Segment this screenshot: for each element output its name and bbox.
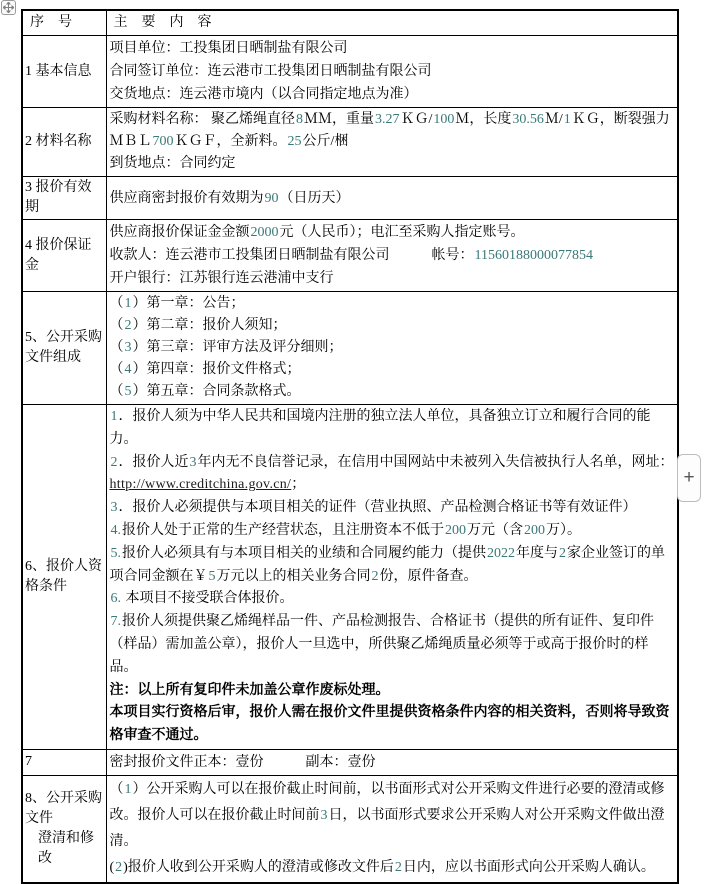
row-6-item-2-suffix: ；	[291, 477, 306, 493]
table-row-basic-info	[22, 36, 678, 108]
row-4-label: 4 报价保证金	[22, 220, 106, 292]
table-row-material-name	[22, 108, 678, 177]
row-5-line-2: （2）第二章：报价人须知；	[109, 318, 287, 333]
table-row-quote-validity	[22, 177, 678, 220]
creditchina-link[interactable]: http://www.creditchina.gov.cn/	[109, 477, 292, 493]
row-1-line-3: 交货地点：连云港市境内（以合同指定地点为准）	[109, 87, 418, 102]
row-6-label: 6、报价人资格条件	[22, 405, 106, 750]
row-1-label: 1 基本信息	[22, 36, 106, 108]
row-6-note-post-review: 本项目实行资格后审，报价人需在报价文件里提供资格条件内容的相关资料，否则将导致资格审查不通过。	[109, 705, 670, 744]
row-6-item-2-text: 2．报价人近3年内无不良信誉记录，在信用中国网站中未被列入失信被执行人名单，网址：	[110, 454, 674, 470]
row-2-label: 2 材料名称	[22, 108, 106, 177]
row-2-line-1: 采购材料名称： 聚乙烯绳直径8ＭＭ，重量3.27ＫＧ/100Ｍ，长度30.56Ｍ/1ＫＧ，断裂强力ＭＢＬ700ＫＧＦ，全新料。25公斤/梱	[109, 112, 670, 149]
row-5-line-5: （5）第五章：合同条款格式。	[109, 384, 301, 399]
row-1-line-2: 合同签订单位：连云港市工投集团日晒制盐有限公司	[109, 64, 432, 79]
row-6-item-6: 6. 本项目不接受联合体报价。	[110, 591, 294, 607]
row-8-line-1: （1）公开采购人可以在报价截止时间前，以书面形式对公开采购文件进行必要的澄清或修改。报价人可以在报价截止时间前3日，以书面形式要求公开采购人对公开采购文件做出澄清。	[109, 781, 665, 849]
row-7-line-1: 密封报价文件正本：壹份 副本：壹份	[109, 754, 376, 770]
table-row-document-composition	[22, 292, 678, 405]
table-move-handle[interactable]	[1, 0, 16, 15]
row-4-line-2: 收款人：连云港市工投集团日晒制盐有限公司 帐号：11560188000077854	[109, 248, 593, 263]
table-header-row	[22, 10, 678, 36]
row-6-item-4: 4.报价人处于正常的生产经营状态，且注册资本不低于200万元（含200万）。	[110, 522, 581, 538]
row-4-line-3: 开户银行：江苏银行连云港浦中支行	[109, 271, 334, 286]
row-6-item-2	[110, 452, 676, 498]
table-row-document-copies	[22, 749, 678, 775]
row-8-label-line-2: 澄清和修改	[38, 830, 94, 866]
row-4-line-1: 供应商报价保证金金额2000元（人民币）；电汇至采购人指定账号。	[109, 225, 525, 240]
row-5-label: 5、公开采购文件组成	[22, 292, 106, 405]
move-cross-arrows-icon	[3, 2, 14, 13]
row-8-label-line-1: 8、公开采购文件	[25, 790, 102, 826]
row-6-note-stamp: 注：以上所有复印件未加盖公章作废标处理。	[109, 682, 390, 698]
row-6-item-5: 5.报价人必须具有与本项目相关的业绩和合同履约能力（提供2022年度与2家企业签订的单项合同金额在￥5万元以上的相关业务合同2份，原件备查。	[109, 545, 665, 584]
row-8-label	[22, 775, 106, 883]
header-col-no: 序 号	[22, 10, 106, 36]
row-2-line-2: 到货地点：合同约定	[109, 156, 236, 171]
row-5-line-1: （1）第一章：公告；	[109, 296, 245, 311]
table-row-quote-deposit	[22, 220, 678, 292]
row-6-item-3: 3．报价人必须提供与本项目相关的证件（营业执照、产品检测合格证书等有效证件）	[110, 500, 637, 516]
table-row-clarification-modification	[22, 775, 678, 883]
table-row-bidder-qualifications	[22, 405, 678, 750]
row-7-label: 7	[22, 749, 106, 775]
row-5-line-4: （4）第四章：报价文件格式；	[109, 362, 301, 377]
plus-icon: +	[683, 467, 695, 488]
row-3-line-1: 供应商密封报价有效期为90（日历天）	[109, 190, 350, 206]
row-6-item-1: 1．报价人须为中华人民共和国境内注册的独立法人单位，具备独立订立和履行合同的能力。	[109, 409, 651, 447]
row-1-line-1: 项目单位：工投集团日晒制盐有限公司	[109, 41, 348, 56]
header-col-content: 主 要 内 容	[106, 10, 678, 36]
insert-button[interactable]	[677, 454, 701, 502]
row-5-line-3: （3）第三章：评审方法及评分细则；	[109, 340, 343, 355]
procurement-info-table	[21, 9, 679, 884]
row-6-item-7: 7.报价人须提供聚乙烯绳样品一件、产品检测报告、合格证书（提供的所有证件、复印件（样品）需加盖公章），报价人一旦选中，所供聚乙烯绳质量必须等于或高于报价时的样品。	[109, 614, 654, 675]
row-8-line-2: (2)报价人收到公开采购人的澄清或修改文件后2日内，应以书面形式向公开采购人确认。	[109, 859, 655, 875]
row-3-label: 3 报价有效期	[22, 177, 106, 220]
